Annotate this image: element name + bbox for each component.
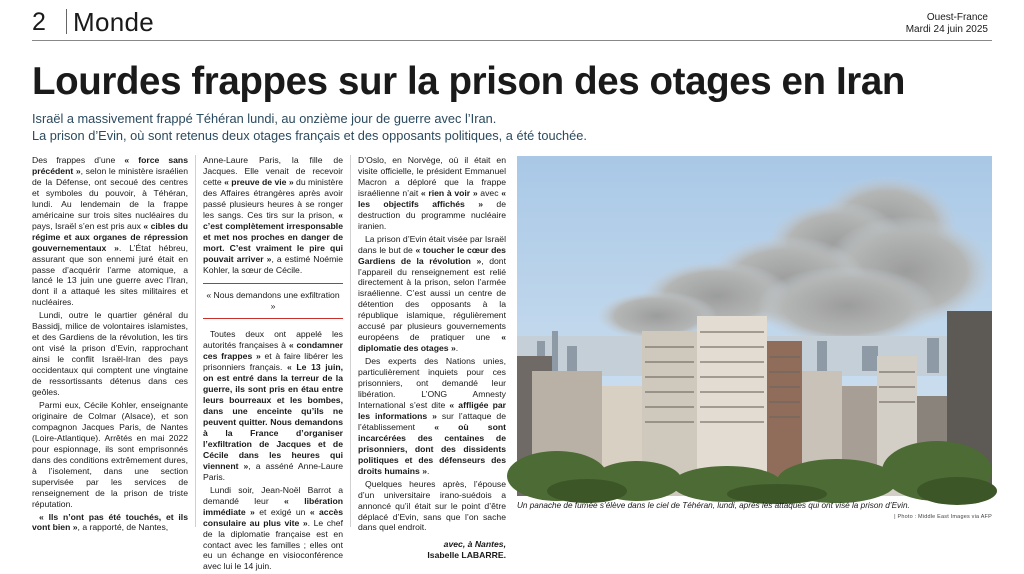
byline [358,539,506,561]
paragraph: Anne-Laure Paris, la fille de Jacques. Elle venait de recevoir cette « preuve de vie » du ministère des Affaires étrangères après avoir passé plusieurs heures à se ronger les sangs. Ces tirs sur la prison, « c’est complètement irresponsable et met nos proches en danger de mort. C’est vraiment le pire qui pouvait arriver », a estimé Noémie Kohler, la sœur de Cécile. [203,155,344,275]
paragraph: Lundi soir, Jean-Noël Barrot a demandé leur « libération immédiate » et exigé un « accès consulaire au plus vite ». Le chef de la diplomatie française est en contact avec les familles ; elles ont eu un échange en visioconférence avec lui le 14 juin. [203,484,344,572]
chapo-line-1: Israël a massivement frappé Téhéran lundi, au onzième jour de guerre avec l’Iran. [32,111,497,126]
section-title: Monde [73,7,154,37]
tehran-smoke-photo [517,156,992,496]
photo-caption: Un panache de fumée s’élève dans le ciel de Téhéran, lundi, après les attaques qui ont visé la prison d’Evin. [517,501,910,510]
paragraph: Des experts des Nations unies, particulièrement inquiets pour ces prisonniers, ont demandé leur libération. L’ONG Amnesty International s’est dite « affligée par les informations » sur l’attaque de l’établissement « où sont incarcérées des centaines de prisonniers, dont des dissidents politiques et des défenseurs des droits humains ». [358,356,506,476]
article-headline: Lourdes frappes sur la prison des otages en Iran [32,60,905,103]
article-chapo [32,111,587,144]
article-photo [517,156,992,496]
column-divider [195,155,196,527]
article-column-1 [32,155,188,535]
article-column-3 [358,155,506,561]
paragraph: Toutes deux ont appelé les autorités françaises à « condamner ces frappes » et à faire libérer les prisonniers français. « Le 13 juin, on est entré dans la terreur de la guerre, ils sont pris en étau entre leurs bourreaux et les bombes, dans une enceinte qu’ils ne peuvent quitter. Nous demandons à la France d’organiser l’exfiltration de Jacques et de Cécile dans les heures qui viennent », a asséné Anne-Laure Paris. [203,329,343,482]
pull-quote: « Nous demandons une exfiltration » [203,283,343,319]
byline-author: Isabelle LABARRE. [427,550,506,561]
publication-info [906,12,988,36]
paragraph: « Ils n’ont pas été touchés, et ils vont bien », a rapporté, de Nantes, [32,511,188,533]
header-divider [66,9,67,34]
column-divider [350,155,351,527]
paragraph: La prison d’Evin était visée par Israël dans le but de « toucher le cœur des Gardiens de la révolution », dont l’appareil du renseignement est relié directement à la prison, selon l’armée israélienne. C’est aussi un centre de détention des opposants à la république islamique, régulièrement accusé par plusieurs gouvernements européens de pratiquer une « diplomatie des otages ». [358,233,506,354]
paragraph: Quelques heures après, l’épouse d’un universitaire irano-suédois a annoncé qu’il était sur le point d’être déplacé d’Evin, sans que l’on sache dans quel endroit. [358,478,506,533]
article-column-2 [203,155,343,574]
chapo-line-2: La prison d’Evin, où sont retenus deux otages français et des opposants politiques, a été touchée. [32,127,587,143]
paragraph: D’Oslo, en Norvège, où il était en visite officielle, le président Emmanuel Macron a déploré que la frappe israélienne n’ait « rien à voir » avec « les objectifs affichés » de destruction du programme nucléaire iranien. [358,155,506,231]
header-rule [32,40,992,41]
page-number: 2 [32,8,46,36]
paragraph: Lundi, outre le quartier général du Bassidj, milice de volontaires islamistes, et des Gardiens de la révolution, les tirs ont visé la prison d’Evin, rapprochant ainsi le conflit Israël-Iran des pays occidentaux qui comptent une vingtaine de ressortissants détenus dans ces geôles. [32,310,188,398]
publication-date: Mardi 24 juin 2025 [905,24,988,35]
paragraph: Des frappes d’une « force sans précédent », selon le ministère israélien de la Défense, ont secoué des centres et symboles du pouvoir, à Téhéran, lundi. Au lendemain de la frappe américaine sur trois sites nucléaires du pays, Israël s’en est pris aux « cibles du régime et aux organes de répression gouvernementaux ». L’État hébreu, assurant que son ennemi juré était en passe d’acquérir l’arme atomique, a lancé le 13 juin une guerre avec l’Iran, dont il a attaqué les sites militaires et nucléaires. [32,155,189,308]
byline-place: avec, à Nantes, [443,539,506,550]
paragraph: Parmi eux, Cécile Kohler, enseignante originaire de Colmar (Alsace), et son compagnon Jacques Paris, de Nantes (Loire-Atlantique). Arrêtés en mai 2022 pour espionnage, ils sont emprisonnés dans des conditions extrêmement dures, à l’isolement, dans une section supervisée par les services de renseignement de la prison de triste réputation. [32,399,188,509]
page-header [0,0,1024,44]
photo-credit: | Photo : Middle East Images via AFP [894,514,992,520]
publication-name: Ouest-France [926,12,988,23]
